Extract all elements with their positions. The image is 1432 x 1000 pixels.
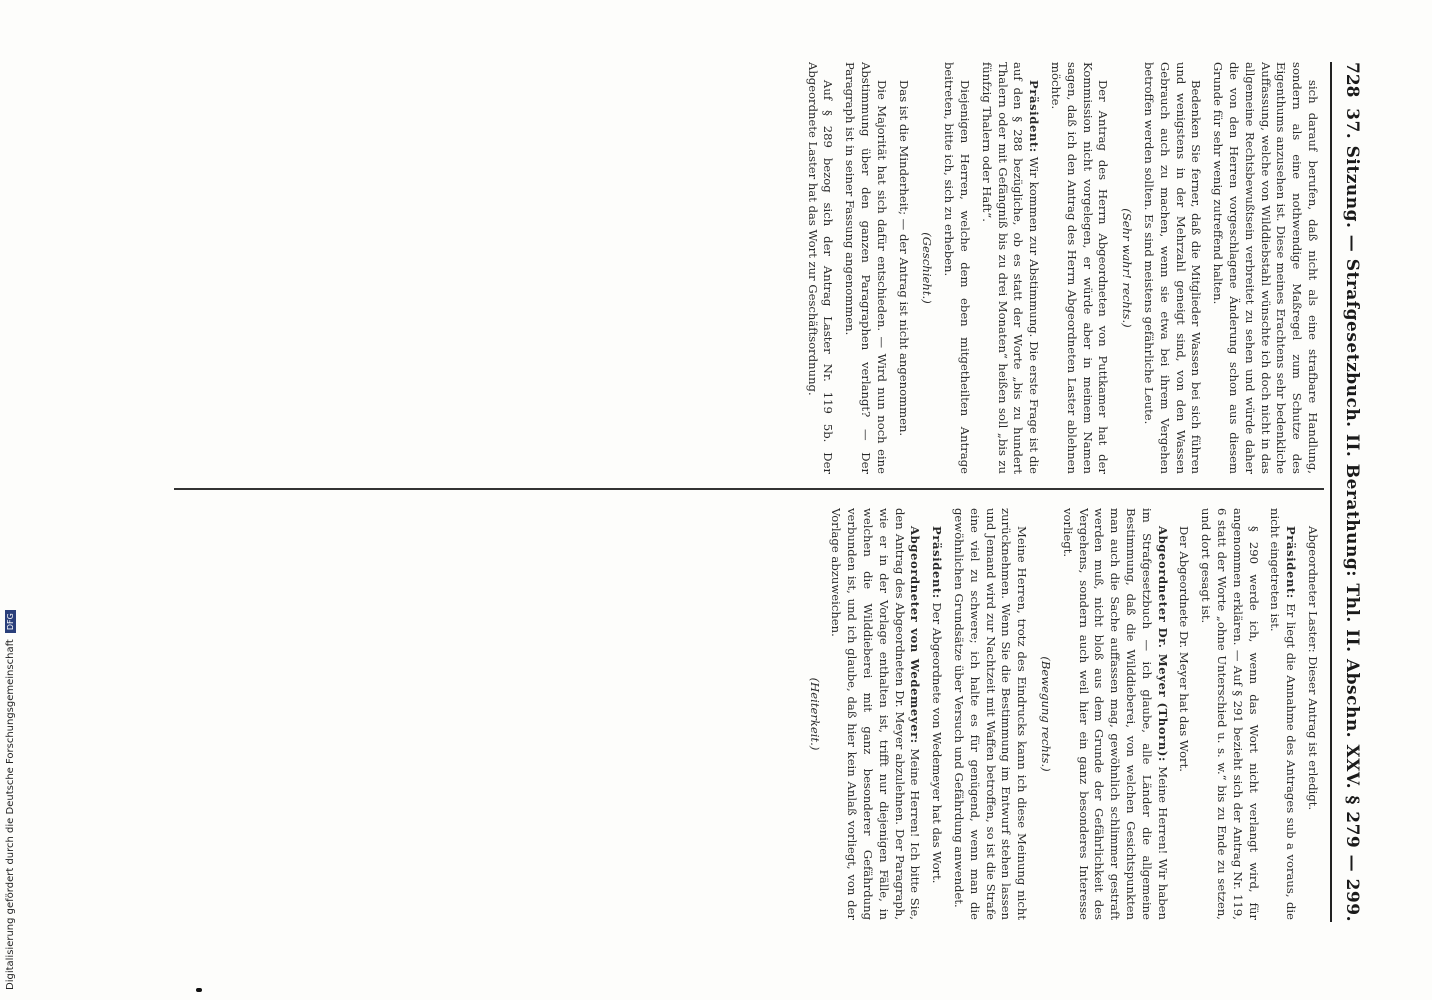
speech-text: Meine Herren! Ich bitte Sie, den Antrag des Abgeordneten Dr. Meyer abzulehnen. Der Paragraph, wie er in der Vorlage enthalten ist, trifft nur diejenigen Fälle, in welchen die Wilddieberei mit ganz besonderer Gefährdung verbunden ist, und ich glaube, daß hier kein Anlaß vorliegt, von der Vorlage abzuweichen.	[829, 508, 923, 920]
dfg-logo: DFG	[5, 610, 16, 633]
right-column	[170, 508, 1320, 920]
paragraph: Meine Herren, trotz des Eindrucks kann ich diese Meinung nicht zurücknehmen. Wenn Sie die Bestimmung im Entwurf stehen lassen und Jemand wird zur Nachtzeit mit Waffen betroffen, so ist die Strafe eine viel zu schwere; ich halte es für genügend, wenn man die gewöhnlichen Grundsätze über Versuch und Gefährdung anwendet.	[952, 508, 1030, 920]
speaker-label: Abgeordneter Dr. Meyer (Thorn):	[1155, 526, 1170, 762]
paragraph: § 290 werde ich, wenn das Wort nicht verlangt wird, für angenommen erklären. — Auf § 291 bezieht sich der Antrag Nr. 119, 6 statt der Worte „ohne Unterschied u. s. w.“ bis zu Ende zu setzen, und dort gesagt ist.	[1199, 508, 1261, 920]
paragraph: Auf § 289 bezog sich der Antrag Laster Nr. 119 5b. Der Abgeordnete Laster hat das Wort zur Geschäftsordnung.	[805, 62, 836, 474]
remark: (Sehr wahr! rechts.)	[1120, 208, 1135, 328]
page-number: 728	[1342, 62, 1362, 98]
digitization-note: Digitalisierung gefördert durch die Deutsche Forschungsgemeinschaft	[4, 639, 16, 990]
column-divider	[174, 488, 1324, 490]
speaker-label: Präsident:	[1284, 526, 1299, 599]
speech	[1059, 508, 1170, 920]
paragraph: sich darauf berufen, daß nicht als eine strafbare Handlung, sondern als eine nothwendige Maßregel zum Schutze des Eigenthums anzusehen ist. Diese meines Erachtens sehr bedenkliche Auffassung, welche von Wilddiebstahl wünschte ich doch nicht in das allgemeine Rechtsbewußtsein verbreitet zu sehen und würde daher die von den Herren vorgeschlagene Änderung schon aus diesem Grunde für sehr wenig zutreffend halten.	[1211, 62, 1320, 474]
speech-text: Er liegt die Annahme des Antrages sub a voraus, die nicht eingetreten ist.	[1268, 508, 1299, 920]
paragraph: Der Antrag des Herrn Abgeordneten von Puttkamer hat der Kommission nicht vorgelegen, er würde aber in meinem Namen sagen, daß ich den Antrag des Herrn Abgeordneten Laster ablehnen möchte.	[1049, 62, 1111, 474]
speech-text: Wir kommen zur Abstimmung. Die erste Frage ist die auf den § 288 bezügliche, ob es statt der Worte „bis zu hundert Thalern oder mit Gefängniß bis zu drei Monaten“ heißen soll „bis zu fünfzig Thalern oder Haft“.	[979, 62, 1042, 474]
speech	[978, 62, 1041, 474]
paragraph: Das ist die Minderheit; — der Antrag ist nicht angenommen.	[896, 80, 911, 437]
paragraph: Diejenigen Herren, welche dem eben mitgetheilten Antrage beitreten, bitte ich, sich zu erheben.	[942, 62, 973, 474]
remark: (Heiterkeit.)	[807, 677, 822, 751]
speaker-label: Präsident:	[930, 526, 945, 599]
speech-text: Der Abgeordnete von Wedemeyer hat das Wort.	[930, 602, 945, 884]
paragraph: Abgeordneter Laster: Dieser Antrag ist erledigt.	[1306, 526, 1320, 811]
scan-speck	[196, 988, 202, 992]
speech	[828, 508, 923, 920]
speaker-label: Präsident:	[1027, 80, 1042, 153]
speaker-label: Abgeordneter von Wedemeyer:	[908, 526, 923, 744]
remark: (Geschieht.)	[920, 232, 935, 304]
paragraph: Die Majorität hat sich dafür entschieden. — Wird nun noch eine Abstimmung über den ganzen Paragraphen verlangt? — Der Paragraph ist in seiner Fassung angenommen.	[843, 62, 889, 474]
page-title: 37. Sitzung. — Strafgesetzbuch. II. Berathung: Thl. II. Abschn. XXV. § 279 — 299.	[1342, 108, 1362, 922]
speech	[1267, 508, 1299, 920]
paragraph: Der Abgeordnete Dr. Meyer hat das Wort.	[1177, 526, 1192, 772]
left-column	[170, 62, 1320, 474]
remark: (Bewegung rechts.)	[1039, 656, 1054, 772]
speech	[928, 508, 944, 920]
speech-text: Meine Herren! Wir haben im Strafgesetzbuch — ich glaube, alle Länder die allgemeine Bestimmung, daß die Wilddieberei, von welchen Gesichtspunkten man auch die Sache auffassen mag, gewöhnlich schlimmer gestraft werden muß, nicht bloß aus dem Grunde der Gefährlichkeit des Vergehens, sondern auch weil hier ein ganz besonderes Interesse vorliegt.	[1060, 508, 1170, 920]
paragraph: Bedenken Sie ferner, daß die Mitglieder Wassen bei sich führen und wenigstens in der Mehrzahl geneigt sind, von den Wassen Gebrauch auch zu machen, wenn sie etwa bei ihrem Vergehen betroffen werden sollten. Es sind meistens gefährliche Leute.	[1142, 62, 1204, 474]
digitization-sidebar	[0, 0, 20, 1000]
page-header	[1330, 62, 1362, 922]
